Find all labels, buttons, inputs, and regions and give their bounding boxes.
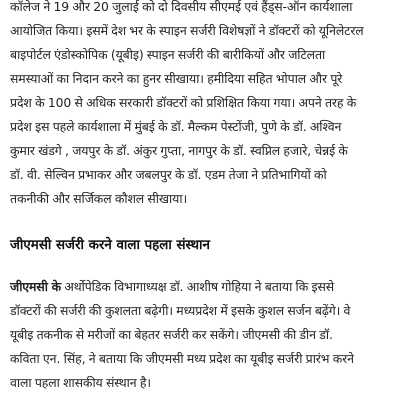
section-heading: जीएमसी सर्जरी करने वाला पहला संस्थान	[10, 238, 210, 253]
paragraph-line: कॉलेज ने 19 और 20 जुलाई को दो दिवसीय सीएमई एवं हैंड्स-ऑन कार्यशाला	[10, 0, 353, 14]
paragraph-line: बाइपोर्टल एंडोस्कोपिक (यूबीइ) स्पाइन सर्जरी की बारीकियों और जटिलता	[10, 47, 326, 62]
paragraph-line	[10, 275, 392, 299]
paragraph-lead: जीएमसी के	[10, 279, 61, 294]
paragraph-line: वाला पहला शासकीय संस्थान है।	[10, 375, 151, 390]
paragraph-line: यूबीइ तकनीक से मरीजों का बेहतर सर्जरी कर सकेंगे। जीएमसी की डीन डॉ.	[10, 327, 333, 342]
paragraph-line: कविता एन. सिंह, ने बताया कि जीएमसी मध्य प्रदेश का यूबीइ सर्जरी प्रारंभ करने	[10, 351, 354, 366]
paragraph-line: डॉ. वी. सेल्विन प्रभाकर और जबलपुर के डॉ. एडम तेजा ने प्रतिभागियों को	[10, 167, 327, 182]
paragraph-line: कुमार खंडगे , जयपुर के डॉ. अंकुर गुप्ता, नागपुर के डॉ. स्वप्निल हजारे, चेन्नई के	[10, 143, 348, 158]
paragraph-line: समस्याओं का निदान करने का हुनर सीखाया। हमीदिया सहित भोपाल और पूरे	[10, 71, 343, 86]
paragraph-line: तकनीकी और सर्जिकल कौशल सीखाया।	[10, 191, 188, 206]
article-body	[10, 0, 392, 395]
article-paragraph-workshop	[10, 0, 392, 211]
article-paragraph-gmc	[10, 275, 392, 395]
paragraph-line: आयोजित किया। इसमें देश भर के स्पाइन सर्जरी विशेषज्ञों ने डॉक्टरों को यूनिलेटरल	[10, 23, 364, 38]
paragraph-line: प्रदेश इस पहले कार्यशाला में मुंबई के डॉ. मैल्कम पेस्टोंजी, पुणे के डॉ. अश्विन	[10, 119, 342, 134]
paragraph-line-rest: अर्थोपेडिक विभागाध्यक्ष डॉ. आशीष गोहिया ने बताया कि इससे	[60, 279, 335, 294]
paragraph-line: प्रदेश के 100 से अधिक सरकारी डॉक्टरों को प्रशिक्षित किया गया। अपने तरह के	[10, 95, 357, 110]
paragraph-line: डॉक्टरों की सर्जरी की कुशलता बढ़ेगी। मध्यप्रदेश में इसके कुशल सर्जन बढ़ेंगे। वे	[10, 303, 351, 318]
